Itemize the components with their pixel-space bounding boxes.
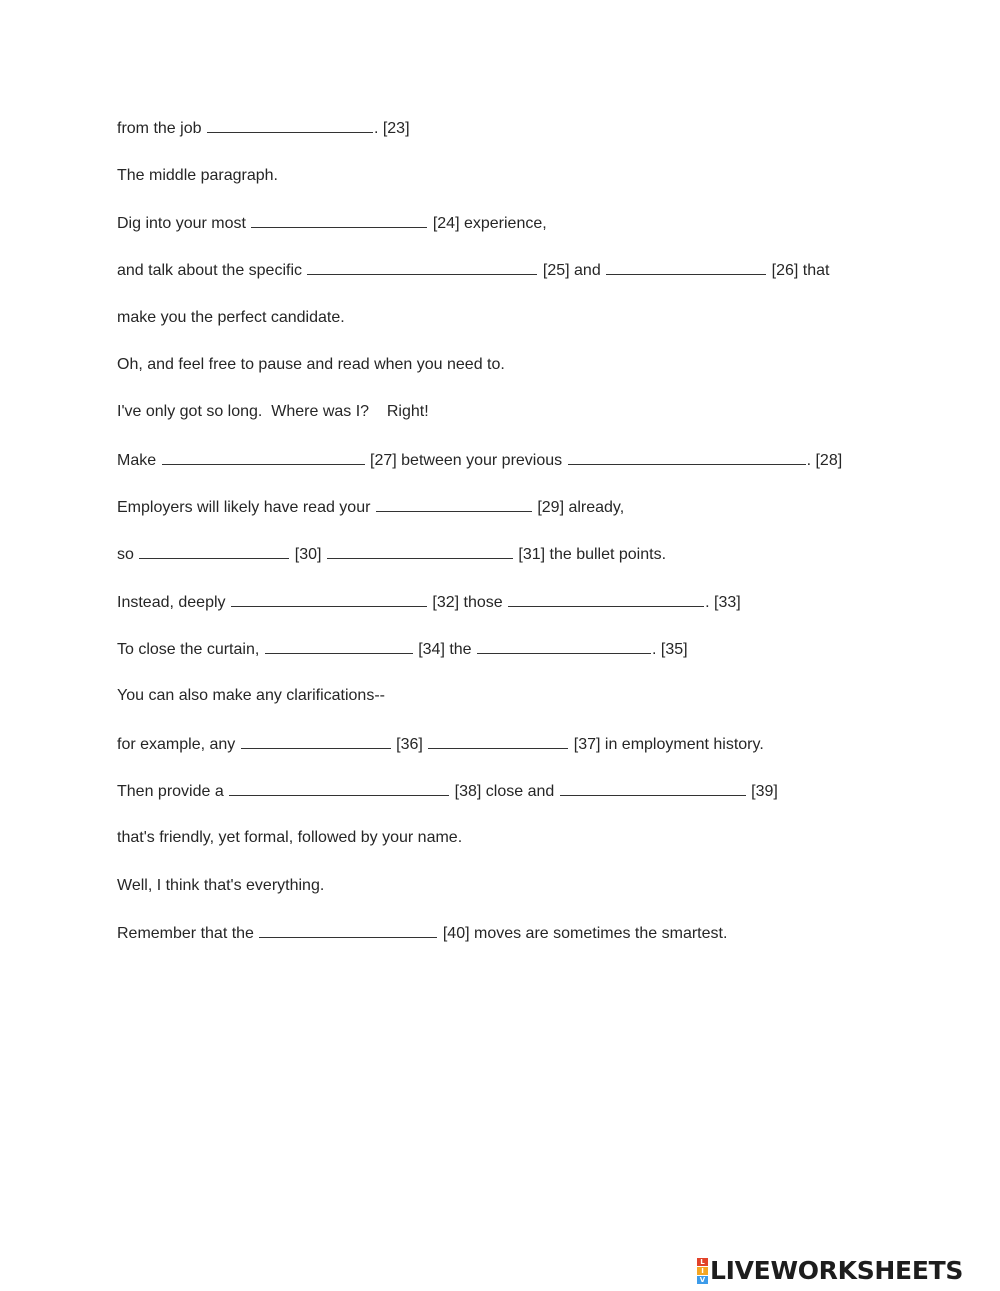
- line-7: I've only got so long. Where was I? Right!: [117, 403, 429, 420]
- line-18: Remember that the [40] moves are sometimes the smartest.: [117, 925, 728, 942]
- blank-26[interactable]: [606, 260, 766, 275]
- line-16: that's friendly, yet formal, followed by your name.: [117, 829, 463, 846]
- blank-31[interactable]: [327, 544, 513, 559]
- blank-29[interactable]: [376, 497, 532, 512]
- blank-23[interactable]: [207, 118, 373, 133]
- line-12: To close the curtain, [34] the . [35]: [117, 641, 688, 658]
- blank-39[interactable]: [560, 781, 746, 796]
- logo-wordmark: LIVEWORKSHEETS: [710, 1256, 964, 1285]
- blank-30[interactable]: [139, 544, 289, 559]
- blank-37[interactable]: [428, 734, 568, 749]
- line-5: make you the perfect candidate.: [117, 309, 345, 326]
- blank-28[interactable]: [568, 450, 806, 465]
- line-11: Instead, deeply [32] those . [33]: [117, 594, 741, 611]
- blank-34[interactable]: [265, 639, 413, 654]
- blank-33[interactable]: [508, 592, 704, 607]
- logo-mark-l: L: [697, 1258, 708, 1266]
- line-3: Dig into your most [24] experience,: [117, 215, 547, 232]
- logo-mark-i: I: [697, 1267, 708, 1275]
- blank-25[interactable]: [307, 260, 537, 275]
- blank-38[interactable]: [229, 781, 449, 796]
- line-13: You can also make any clarifications--: [117, 687, 385, 704]
- blank-32[interactable]: [231, 592, 427, 607]
- logo-mark-icon: [697, 1258, 708, 1284]
- line-15: Then provide a [38] close and [39]: [117, 783, 778, 800]
- line-8: Make [27] between your previous . [28]: [117, 452, 843, 469]
- blank-27[interactable]: [162, 450, 365, 465]
- line-14: for example, any [36] [37] in employment history.: [117, 736, 764, 753]
- line-4: and talk about the specific [25] and [26] that: [117, 262, 830, 279]
- line-10: so [30] [31] the bullet points.: [117, 546, 667, 563]
- line-6: Oh, and feel free to pause and read when you need to.: [117, 356, 505, 373]
- line-9: Employers will likely have read your [29] already,: [117, 499, 625, 516]
- line-17: Well, I think that's everything.: [117, 877, 325, 894]
- blank-36[interactable]: [241, 734, 391, 749]
- blank-35[interactable]: [477, 639, 651, 654]
- blank-40[interactable]: [259, 923, 437, 938]
- line-2: The middle paragraph.: [117, 167, 278, 184]
- liveworksheets-logo: [697, 1256, 963, 1286]
- line-1: from the job . [23]: [117, 120, 410, 137]
- blank-24[interactable]: [251, 213, 427, 228]
- logo-mark-v: V: [697, 1276, 708, 1284]
